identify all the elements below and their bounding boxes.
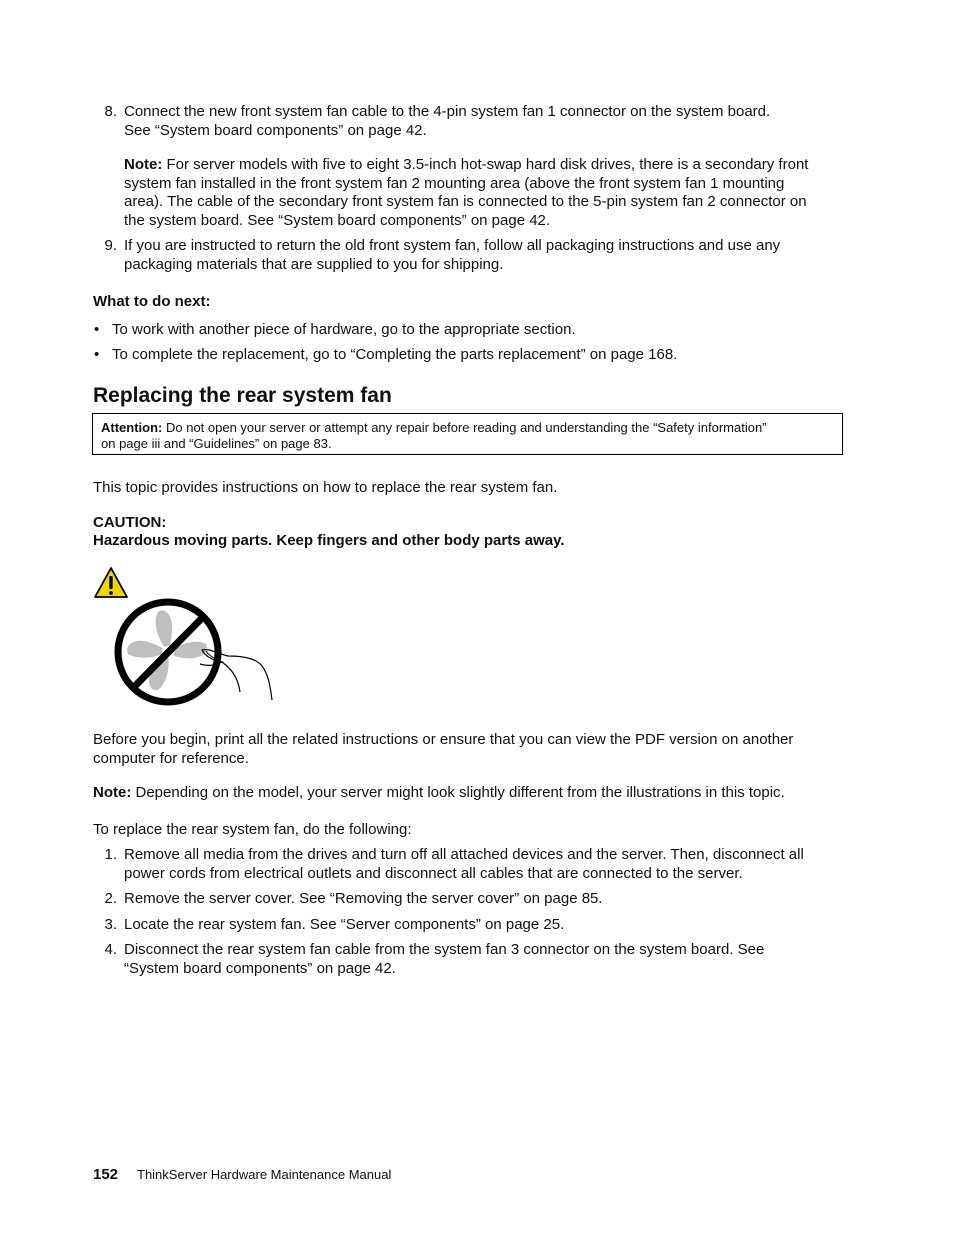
bullet-text: To work with another piece of hardware, go to the appropriate section.: [112, 321, 576, 338]
bullet-text: To complete the replacement, go to “Completing the parts replacement” on page 168.: [112, 346, 678, 363]
note-label: Note:: [93, 784, 132, 801]
note-text: Depending on the model, your server might look slightly different from the illustrations in this topic.: [131, 784, 785, 801]
warning-triangle-icon: [93, 566, 129, 600]
step-text: Remove all media from the drives and turn off all attached devices and the server. Then, disconnect all: [124, 846, 804, 863]
step-text: Connect the new front system fan cable to the 4-pin system fan 1 connector on the system board.: [124, 103, 771, 120]
note-paragraph: [124, 155, 808, 174]
manual-title: ThinkServer Hardware Maintenance Manual: [137, 1167, 392, 1182]
step-number: 1.: [104, 846, 117, 863]
attention-line: on page iii and “Guidelines” on page 83.: [101, 436, 332, 451]
before-text: Before you begin, print all the related instructions or ensure that you can view the PDF version on another: [93, 731, 794, 748]
caution-label: CAUTION:: [93, 514, 167, 531]
step-number: 2.: [104, 890, 117, 907]
note-text: the system board. See “System board components” on page 42.: [124, 212, 551, 229]
bullet-icon: •: [94, 321, 100, 338]
attention-label: Attention:: [101, 420, 163, 435]
note-text: system fan installed in the front system fan 2 mounting area (above the front system fan 1 mounting: [124, 175, 785, 192]
step-text: Disconnect the rear system fan cable from the system fan 3 connector on the system board. See: [124, 941, 765, 958]
bullet-icon: •: [94, 346, 100, 363]
step-text: If you are instructed to return the old front system fan, follow all packaging instructions and use any: [124, 237, 781, 254]
section-title: Replacing the rear system fan: [93, 384, 392, 407]
note-paragraph: [93, 783, 785, 802]
note-label: Note:: [124, 156, 163, 173]
attention-line: [101, 420, 767, 436]
page-number: 152: [93, 1166, 119, 1183]
attention-text: Do not open your server or attempt any repair before reading and understanding the “Safety information”: [162, 420, 767, 435]
lead-text: To replace the rear system fan, do the following:: [93, 821, 412, 838]
note-text: area). The cable of the secondary front system fan is connected to the 5-pin system fan 2 connector on: [124, 193, 807, 210]
step-text: See “System board components” on page 42.: [124, 122, 427, 139]
step-text: “System board components” on page 42.: [124, 960, 396, 977]
what-next-heading: What to do next:: [93, 293, 211, 310]
before-text: computer for reference.: [93, 750, 249, 767]
note-text: For server models with five to eight 3.5-inch hot-swap hard disk drives, there is a secondary front: [162, 156, 809, 173]
step-number: 8.: [104, 103, 117, 120]
step-text: Locate the rear system fan. See “Server components” on page 25.: [124, 916, 565, 933]
step-text: packaging materials that are supplied to you for shipping.: [124, 256, 504, 273]
intro-text: This topic provides instructions on how to replace the rear system fan.: [93, 479, 558, 496]
step-number: 9.: [104, 237, 117, 254]
step-text: power cords from electrical outlets and disconnect all cables that are connected to the server.: [124, 865, 743, 882]
step-number: 4.: [104, 941, 117, 958]
attention-box: [92, 413, 843, 455]
caution-text: Hazardous moving parts. Keep fingers and other body parts away.: [93, 532, 565, 549]
step-text: Remove the server cover. See “Removing the server cover” on page 85.: [124, 890, 603, 907]
step-number: 3.: [104, 916, 117, 933]
no-fingers-fan-icon: [110, 596, 275, 710]
